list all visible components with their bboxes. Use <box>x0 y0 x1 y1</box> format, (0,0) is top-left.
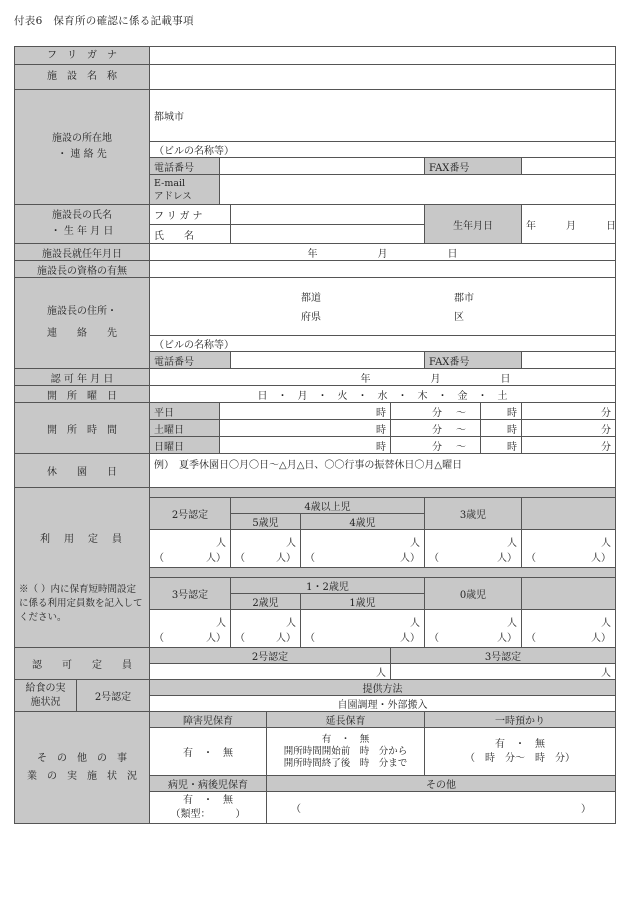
weekday-start-hour[interactable]: 時 <box>220 403 391 420</box>
saturday-label: 土曜日 <box>150 420 220 437</box>
age2-label: 2歳児 <box>231 594 301 610</box>
cert3-unit: 人 <box>216 617 226 629</box>
saturday-end-hour[interactable]: 時 <box>481 420 522 437</box>
age0-band <box>522 578 616 610</box>
tel-field[interactable] <box>220 158 425 175</box>
director-name-field-label: 氏 名 <box>150 225 231 244</box>
approved-cert2-field[interactable]: 人 <box>150 664 391 680</box>
age3-paren-open: （ <box>526 552 536 564</box>
age3-unit: 人 <box>601 537 611 549</box>
age5-label: 5歳児 <box>231 514 301 530</box>
age0-unit: 人 <box>601 617 611 629</box>
facility-form-table <box>14 46 616 824</box>
weekday-start-min[interactable] <box>391 403 481 420</box>
approved-cert3-field[interactable]: 人 <box>391 664 616 680</box>
weekday-label: 平日 <box>150 403 220 420</box>
age5-unit: 人 <box>410 537 420 549</box>
director-furigana-label: フリガナ <box>150 205 231 225</box>
age1-unit: 人 <box>507 617 517 629</box>
building-note: （ビルの名称等） <box>154 146 234 157</box>
age2-capacity[interactable] <box>301 610 425 648</box>
other-paren-close: ） <box>581 804 591 815</box>
approved-cert2-label: 2号認定 <box>150 648 391 664</box>
meal-label <box>15 680 77 712</box>
age0-paren-open: （ <box>526 632 536 644</box>
age4plus-unit: 人 <box>286 537 296 549</box>
age1-capacity[interactable] <box>425 610 522 648</box>
approved-capacity-label: 認 可 定 員 <box>15 648 150 680</box>
sunday-tilde: ～ <box>456 441 466 453</box>
provision-method-field[interactable]: 自園調理・外部搬入 <box>150 696 616 712</box>
fax-field[interactable] <box>522 158 616 175</box>
prefecture-label <box>301 289 321 327</box>
approval-date-field[interactable]: 年 月 日 <box>150 369 616 386</box>
holidays-label: 休 園 日 <box>15 454 150 488</box>
age3-label-top: 3歳児 <box>425 498 522 530</box>
director-building-field[interactable] <box>150 336 616 352</box>
capacity-note: ※（ ）内に保育短時間設定に係る利用定員数を記入してください。 <box>19 584 143 623</box>
extended-care-before: 開所時間開始前 時 分から <box>283 745 408 757</box>
age4plus-capacity[interactable] <box>231 530 301 568</box>
email-field[interactable] <box>220 175 616 205</box>
director-tel-label: 電話番号 <box>150 352 231 369</box>
cert2-total-capacity[interactable] <box>150 530 231 568</box>
capacity-band-1 <box>150 488 616 498</box>
age2-paren-close: 人） <box>400 632 420 644</box>
age5-capacity[interactable] <box>301 530 425 568</box>
temp-care-field[interactable] <box>425 728 616 776</box>
sunday-start-min[interactable] <box>391 437 481 454</box>
prefecture-label-line2: 府県 <box>301 311 321 323</box>
age3-capacity[interactable] <box>522 530 616 568</box>
sunday-end-min[interactable]: 分 <box>522 437 616 454</box>
cert2-paren-open: （ <box>154 552 164 564</box>
age5-paren-close: 人） <box>400 552 420 564</box>
birth-label: 生年月日 <box>425 205 522 244</box>
director-name-label-line1: 施設長の氏名 <box>52 210 112 221</box>
weekday-end-min[interactable]: 分 <box>522 403 616 420</box>
director-name-label <box>15 205 150 244</box>
other-services-label <box>15 712 150 824</box>
saturday-start-hour[interactable]: 時 <box>220 420 391 437</box>
approved-cert3-label: 3号認定 <box>391 648 616 664</box>
facility-name-label: 施 設 名 称 <box>15 65 150 90</box>
approval-date-label: 認 可 年 月 日 <box>15 369 150 386</box>
sick-care-type: （類型： ） <box>170 808 246 820</box>
cert2-paren-close: 人） <box>206 552 226 564</box>
appointment-date-field[interactable]: 年 月 日 <box>150 244 616 261</box>
temp-care-time: （ 時 分～ 時 分） <box>465 752 575 764</box>
facility-address-label <box>15 90 150 205</box>
birth-field[interactable]: 年 月 日 <box>522 205 616 244</box>
age0-paren-close: 人） <box>591 632 611 644</box>
meal-cert2-label: 2号認定 <box>77 680 150 712</box>
appointment-date-label: 施設長就任年月日 <box>15 244 150 261</box>
age2-paren-open: （ <box>305 632 315 644</box>
sick-care-yes-no: 有 ・ 無 <box>183 794 233 806</box>
cert3-total-capacity[interactable] <box>150 610 231 648</box>
furigana-field[interactable] <box>150 47 616 65</box>
director-address-label-line1: 施設長の住所・ <box>47 306 117 317</box>
sunday-end-hour[interactable]: 時 <box>481 437 522 454</box>
weekday-end-hour[interactable]: 時 <box>481 403 522 420</box>
extended-care-field[interactable] <box>267 728 425 776</box>
director-address-label <box>15 278 150 369</box>
sunday-label: 日曜日 <box>150 437 220 454</box>
sunday-start-hour[interactable]: 時 <box>220 437 391 454</box>
age0-label: 0歳児 <box>425 578 522 610</box>
saturday-tilde: ～ <box>456 424 466 436</box>
age12-capacity[interactable] <box>231 610 301 648</box>
capacity-band-2 <box>150 568 616 578</box>
age4plus-label: 4歳以上児 <box>231 498 425 514</box>
director-name-field[interactable] <box>231 225 425 244</box>
extended-care-yes-no: 有 ・ 無 <box>321 733 370 745</box>
age4-paren-close: 人） <box>497 552 517 564</box>
facility-address-label-line2: ・ 連 絡 先 <box>57 149 107 160</box>
qualification-field[interactable] <box>150 261 616 278</box>
other-services-label-line2: 業 の 実 施 状 況 <box>27 770 137 782</box>
facility-address-label-line1: 施設の所在地 <box>52 133 112 144</box>
facility-name-field[interactable] <box>150 65 616 90</box>
extended-care-label: 延長保育 <box>267 712 425 728</box>
meal-label-line2: 施状況 <box>30 696 61 708</box>
saturday-min-unit: 分 <box>432 424 442 436</box>
facility-city-field[interactable] <box>150 90 616 142</box>
building-name-field[interactable] <box>150 142 616 158</box>
age12-paren-close: 人） <box>276 632 296 644</box>
director-fax-label: FAX番号 <box>425 352 522 369</box>
director-fax-field[interactable] <box>522 352 616 369</box>
other-services-label-line1: そ の 他 の 事 <box>37 752 127 764</box>
sick-care-label: 病児・病後児保育 <box>150 776 267 792</box>
open-days-field[interactable]: 日 ・ 月 ・ 火 ・ 水 ・ 木 ・ 金 ・ 土 <box>150 386 616 403</box>
age1-paren-close: 人） <box>497 632 517 644</box>
disabled-care-label: 障害児保育 <box>150 712 267 728</box>
age0-capacity[interactable] <box>522 610 616 648</box>
age12-label: 1・2歳児 <box>231 578 425 594</box>
age3-band <box>522 498 616 530</box>
weekday-tilde: ～ <box>456 407 466 419</box>
director-furigana-field[interactable] <box>231 205 425 225</box>
open-days-label: 開 所 曜 日 <box>15 386 150 403</box>
weekday-min-unit: 分 <box>432 407 442 419</box>
email-label-line2: アドレス <box>154 190 192 202</box>
city-ward-label-line1: 郡市 <box>454 292 474 304</box>
extended-care-after: 開所時間終了後 時 分まで <box>283 757 408 769</box>
other-paren-open: （ <box>291 804 301 815</box>
age1-paren-open: （ <box>429 632 439 644</box>
page-title: 付表6 保育所の確認に係る記載事項 <box>14 15 194 27</box>
other-label: その他 <box>267 776 616 792</box>
age2-unit: 人 <box>410 617 420 629</box>
saturday-end-min[interactable]: 分 <box>522 420 616 437</box>
age12-unit: 人 <box>286 617 296 629</box>
age4plus-paren-open: （ <box>235 552 245 564</box>
disabled-care-field[interactable]: 有 ・ 無 <box>150 728 267 776</box>
cert3-paren-open: （ <box>154 632 164 644</box>
age4-unit: 人 <box>507 537 517 549</box>
director-address-label-line2: 連 絡 先 <box>47 328 117 339</box>
cert2-unit: 人 <box>216 537 226 549</box>
city-ward-label-line2: 区 <box>454 311 464 323</box>
age4plus-paren-close: 人） <box>276 552 296 564</box>
director-name-label-line2: ・ 生 年 月 日 <box>50 226 114 237</box>
qualification-label: 施設長の資格の有無 <box>15 261 150 278</box>
cert3-paren-close: 人） <box>206 632 226 644</box>
city-text: 都城市 <box>154 112 184 123</box>
tel-label: 電話番号 <box>150 158 220 175</box>
other-field[interactable] <box>267 792 616 824</box>
director-address-field[interactable] <box>150 278 616 336</box>
capacity-label <box>15 488 150 648</box>
holidays-field[interactable] <box>150 454 616 488</box>
age4-label: 4歳児 <box>301 514 425 530</box>
email-label-line1: E-mail <box>154 177 186 189</box>
age1-label: 1歳児 <box>301 594 425 610</box>
sick-care-field[interactable] <box>150 792 267 824</box>
age4-paren-open: （ <box>429 552 439 564</box>
cert2-label: 2号認定 <box>150 498 231 530</box>
director-building-note: （ビルの名称等） <box>154 340 234 351</box>
sunday-min-unit: 分 <box>432 441 442 453</box>
fax-label: FAX番号 <box>425 158 522 175</box>
director-tel-field[interactable] <box>231 352 425 369</box>
provision-method-label: 提供方法 <box>150 680 616 696</box>
holidays-example: 例） 夏季休園日〇月〇日～△月△日、〇〇行事の振替休日〇月△曜日 <box>154 460 463 471</box>
open-hours-label: 開 所 時 間 <box>15 403 150 454</box>
saturday-start-min[interactable] <box>391 420 481 437</box>
city-ward-label <box>454 289 474 327</box>
age3-paren-close: 人） <box>591 552 611 564</box>
prefecture-label-line1: 都道 <box>301 292 321 304</box>
cert3-label: 3号認定 <box>150 578 231 610</box>
furigana-label: フ リ ガ ナ <box>15 47 150 65</box>
age5-paren-open: （ <box>305 552 315 564</box>
temp-care-yes-no: 有 ・ 無 <box>495 738 545 750</box>
age4-capacity[interactable] <box>425 530 522 568</box>
meal-label-line1: 給食の実 <box>25 682 66 694</box>
capacity-label-text: 利 用 定 員 <box>40 534 124 545</box>
age12-paren-open: （ <box>235 632 245 644</box>
email-label <box>150 175 220 205</box>
temp-care-label: 一時預かり <box>425 712 616 728</box>
